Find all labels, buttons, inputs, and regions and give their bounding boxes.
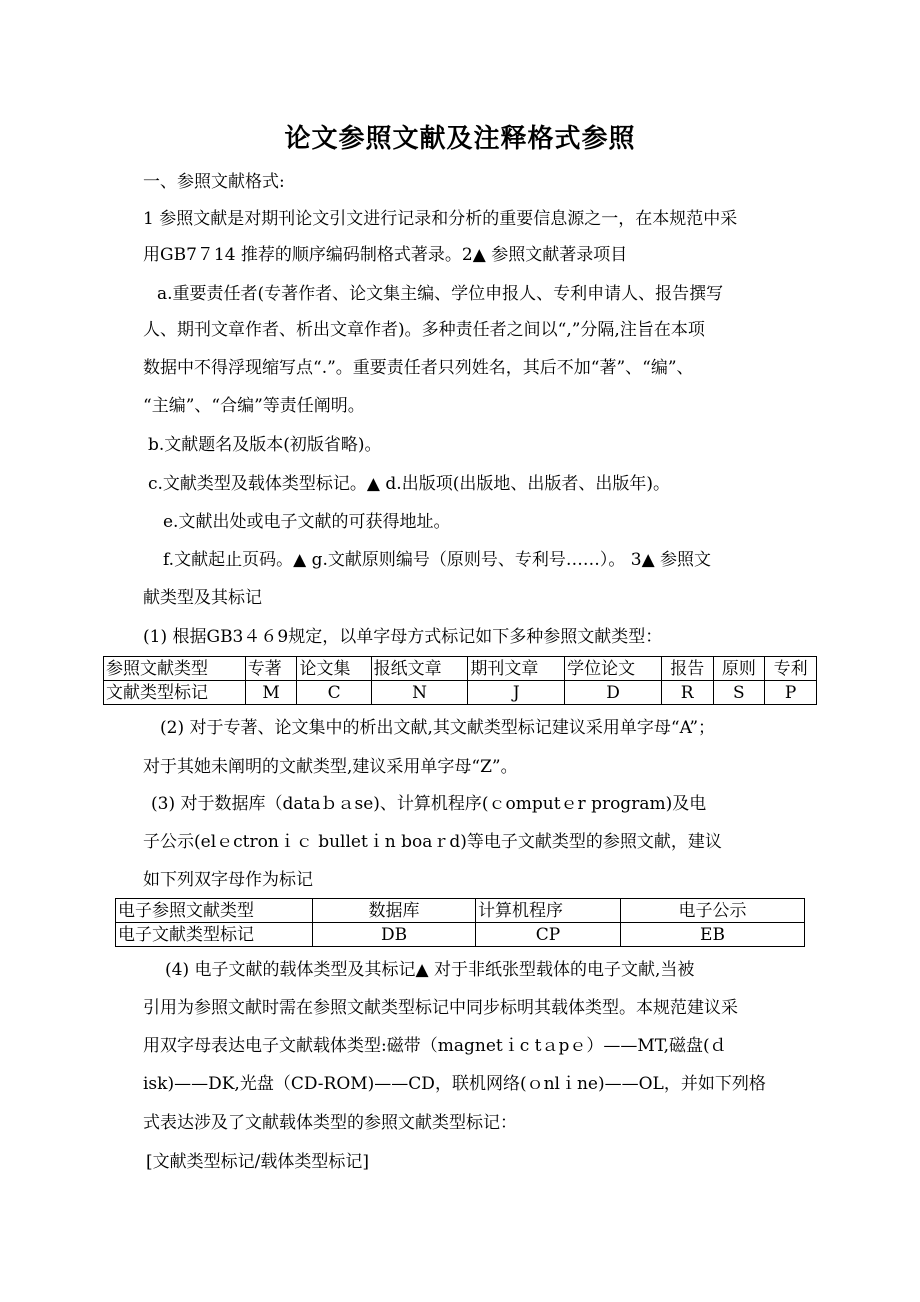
table-cell: 电子文献类型标记 — [116, 923, 313, 947]
paragraph-line: 献类型及其标记 — [143, 588, 262, 608]
paragraph-line: 引用为参照文献时需在参照文献类型标记中同步标明其载体类型。本规范建议采 — [143, 998, 738, 1018]
paragraph-line: (1) 根据GB3４６9规定，以单字母方式标记如下多种参照文献类型： — [143, 627, 663, 647]
table-header-row — [104, 657, 817, 681]
table-header-row — [116, 899, 805, 923]
paragraph-line: c.文献类型及载体类型标记。▲ d.出版项(出版地、出版者、出版年)。 — [148, 474, 670, 494]
paragraph-line: b.文献题名及版本(初版省略)。 — [148, 435, 382, 455]
paragraph-line: (2) 对于专著、论文集中的析出文献,其文献类型标记建议采用单字母“A”； — [160, 718, 716, 738]
section-heading: 一、参照文献格式: — [143, 172, 285, 192]
document-type-table — [103, 656, 817, 705]
table-cell: J — [468, 681, 565, 705]
table-cell: S — [713, 681, 765, 705]
table-cell: N — [371, 681, 468, 705]
table-cell: CP — [476, 923, 621, 947]
table-cell: 报告 — [661, 657, 713, 681]
paragraph-line: 人、期刊文章作者、析出文章作者)。多种责任者之间以“,”分隔,注旨在本项 — [143, 320, 705, 340]
table-cell: 原则 — [713, 657, 765, 681]
paragraph-line: a.重要责任者(专著作者、论文集主编、学位申报人、专利申请人、报告撰写 — [157, 284, 724, 304]
paragraph-line: isk)——DK,光盘（CD-ROM)——CD，联机网络(ｏnlｉne)——OL，并如下列格 — [143, 1074, 766, 1094]
table-cell: C — [297, 681, 371, 705]
paragraph-line: (3) 对于数据库（dataｂａse)、计算机程序(ｃomputｅr program)及电 — [151, 794, 707, 814]
table-cell: 学位论文 — [565, 657, 662, 681]
table-cell: M — [245, 681, 297, 705]
paragraph-line: 用GB7７14 推荐的顺序编码制格式著录。2▲ 参照文献著录项目 — [143, 245, 628, 265]
table-cell: 专利 — [765, 657, 817, 681]
table-cell: 文献类型标记 — [104, 681, 246, 705]
paragraph-line: 子公示(elｅctronｉｃ bulletｉn boaｒd)等电子文献类型的参照文献，建议 — [143, 832, 722, 852]
table-cell: 电子公示 — [621, 899, 805, 923]
paragraph-line: 式表达涉及了文献载体类型的参照文献类型标记： — [143, 1113, 517, 1133]
paragraph-line: 数据中不得浮现缩写点“.”。重要责任者只列姓名，其后不加“著”、“编”、 — [143, 358, 694, 378]
table-cell: DB — [313, 923, 476, 947]
paragraph-line: [文献类型标记/载体类型标记] — [146, 1152, 369, 1172]
paragraph-line: 1 参照文献是对期刊论文引文进行记录和分析的重要信息源之一，在本规范中采 — [143, 209, 738, 229]
table-cell: EB — [621, 923, 805, 947]
table-cell: D — [565, 681, 662, 705]
table-row — [116, 923, 805, 947]
table-cell: 计算机程序 — [476, 899, 621, 923]
table-cell: 电子参照文献类型 — [116, 899, 313, 923]
table-cell: 期刊文章 — [468, 657, 565, 681]
table-cell: 报纸文章 — [371, 657, 468, 681]
document-title: 论文参照文献及注释格式参照 — [284, 124, 636, 154]
table-cell: R — [661, 681, 713, 705]
table-cell: 参照文献类型 — [104, 657, 246, 681]
paragraph-line: (4) 电子文献的载体类型及其标记▲ 对于非纸张型载体的电子文献,当被 — [165, 960, 695, 980]
table-row — [104, 681, 817, 705]
electronic-type-table — [115, 898, 805, 947]
paragraph-line: f.文献起止页码。▲ g.文献原则编号（原则号、专利号……）。 3▲ 参照文 — [163, 550, 712, 570]
paragraph-line: 对于其她未阐明的文献类型,建议采用单字母“Z”。 — [143, 757, 518, 777]
table-cell: 论文集 — [297, 657, 371, 681]
table-cell: 专著 — [245, 657, 297, 681]
table-cell: 数据库 — [313, 899, 476, 923]
paragraph-line: 如下列双字母作为标记 — [143, 870, 313, 890]
paragraph-line: e.文献出处或电子文献的可获得地址。 — [163, 512, 451, 532]
paragraph-line: “主编”、“合编”等责任阐明。 — [143, 396, 365, 416]
table-cell: P — [765, 681, 817, 705]
paragraph-line: 用双字母表达电子文献载体类型:磁带（magnetｉc tａpｅ）——MT,磁盘(ｄ — [143, 1036, 727, 1056]
